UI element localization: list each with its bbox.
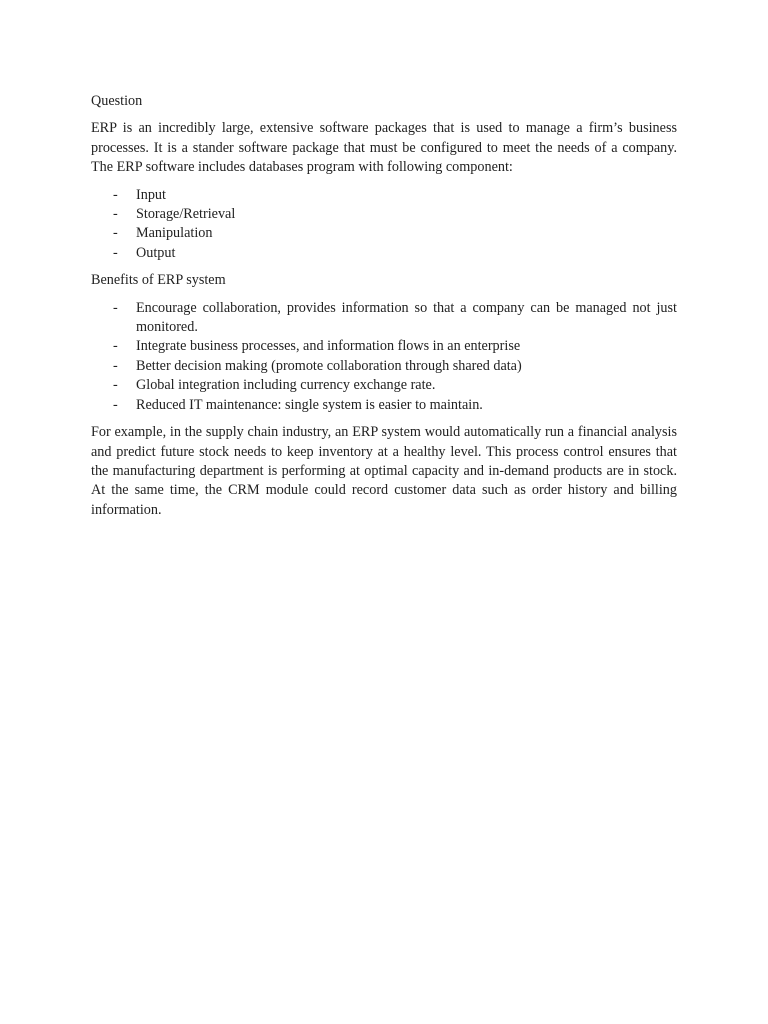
benefit-collaboration: Encourage collaboration, provides information so that a company can be managed not just monitored. — [136, 299, 677, 336]
benefit-integrate-processes: Integrate business processes, and information flows in an enterprise — [136, 338, 521, 355]
benefits-heading: Benefits of ERP system — [91, 272, 226, 289]
component-list — [91, 186, 677, 264]
document-body — [91, 92, 677, 528]
bullet-dash: - — [113, 225, 118, 242]
list-item — [91, 337, 677, 356]
bullet-dash: - — [113, 396, 118, 413]
bullet-dash: - — [113, 186, 118, 203]
list-item — [91, 396, 677, 415]
benefit-reduced-maintenance: Reduced IT maintenance: single system is easier to maintain. — [136, 396, 483, 413]
bullet-dash: - — [113, 299, 118, 316]
list-item — [91, 376, 677, 395]
bullet-dash: - — [113, 244, 118, 261]
list-item — [91, 224, 677, 243]
list-item — [91, 357, 677, 376]
benefits-list — [91, 299, 677, 415]
bullet-dash: - — [113, 206, 118, 223]
component-storage-retrieval: Storage/Retrieval — [136, 206, 236, 223]
component-manipulation: Manipulation — [136, 225, 213, 242]
question-heading: Question — [91, 93, 143, 109]
benefit-decision-making: Better decision making (promote collaboration through shared data) — [136, 357, 522, 374]
bullet-dash: - — [113, 377, 118, 394]
benefit-global-integration: Global integration including currency exchange rate. — [136, 377, 436, 394]
list-item — [91, 299, 677, 338]
bullet-dash: - — [113, 338, 118, 355]
list-item — [91, 244, 677, 263]
list-item — [91, 205, 677, 224]
list-item — [91, 186, 677, 205]
example-paragraph: For example, in the supply chain industry, an ERP system would automatically run a financial analysis and predict future stock needs to keep inventory at a healthy level. This process control ensures that the manufacturing department is performing at optimal capacity and in-demand products are in stock. At the same time, the CRM module could record customer data such as order history and billing information. — [91, 424, 677, 518]
component-input: Input — [136, 186, 166, 203]
intro-paragraph: ERP is an incredibly large, extensive software packages that is used to manage a firm’s business processes. It is a stander software package that must be configured to meet the needs of a company. The ERP software includes databases program with following component: — [91, 120, 677, 176]
component-output: Output — [136, 244, 176, 261]
bullet-dash: - — [113, 357, 118, 374]
